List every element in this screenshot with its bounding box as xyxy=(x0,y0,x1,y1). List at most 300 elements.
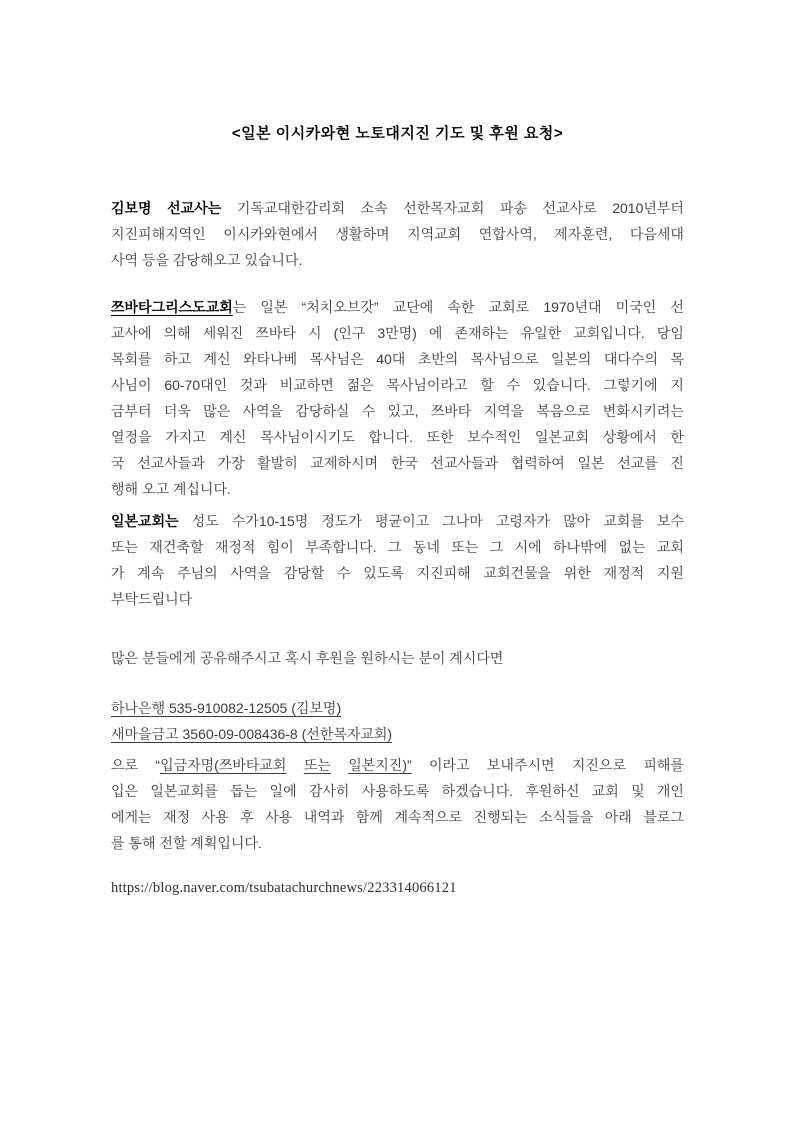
text-span: 지진피해 xyxy=(416,565,471,581)
word-token xyxy=(155,752,286,778)
text-span: 시에 xyxy=(514,539,542,555)
text-span: 진행되는 xyxy=(473,809,528,825)
text-span: 있고, xyxy=(387,403,419,419)
text-span: 는 xyxy=(232,299,247,315)
word-token xyxy=(617,450,658,476)
word-token xyxy=(165,424,206,450)
word-token xyxy=(243,398,284,424)
text-span: 세워진 xyxy=(202,325,244,341)
word-token xyxy=(554,221,612,247)
text-span: 재정적 xyxy=(214,539,256,555)
text-span: 수 xyxy=(506,377,521,393)
text-span: 정도가 xyxy=(321,513,362,529)
text-span: 에게는 xyxy=(111,809,152,825)
text-span: 시 xyxy=(307,325,322,341)
word-token xyxy=(511,450,565,476)
word-token xyxy=(192,508,219,534)
text-span: 사용 xyxy=(265,809,293,825)
text-span: 쯔바타 xyxy=(430,403,472,419)
text-span: 돕는 xyxy=(230,783,258,799)
word-token xyxy=(375,508,429,534)
word-token xyxy=(474,804,528,830)
word-token xyxy=(657,560,684,586)
word-token xyxy=(386,372,467,398)
text-span: 3만명) xyxy=(377,325,417,341)
text-span: 대다수의 xyxy=(603,351,658,367)
word-token xyxy=(394,804,462,830)
word-token xyxy=(111,398,152,424)
text-span: 그나마 xyxy=(442,513,483,529)
word-token xyxy=(257,450,298,476)
word-token xyxy=(543,195,597,221)
word-token xyxy=(535,424,589,450)
word-token xyxy=(643,804,684,830)
word-token xyxy=(467,424,521,450)
word-token xyxy=(348,752,411,778)
text-span: 의해 xyxy=(163,325,191,341)
word-token xyxy=(376,346,405,372)
text-span: 선교를 xyxy=(617,455,658,471)
text-span: 있습니다. xyxy=(532,377,591,393)
paragraphs-container xyxy=(111,195,684,856)
text-line xyxy=(111,560,684,586)
word-token xyxy=(407,221,461,247)
word-token xyxy=(454,320,508,346)
word-token xyxy=(377,320,417,346)
text-line xyxy=(111,320,684,346)
word-token xyxy=(500,195,527,221)
text-span: 와타나베 xyxy=(243,351,298,367)
word-token xyxy=(539,804,593,830)
text-span: 소속 xyxy=(360,200,388,216)
word-token xyxy=(111,804,152,830)
text-span: 많은 xyxy=(203,403,231,419)
word-token xyxy=(111,752,138,778)
word-token xyxy=(543,294,601,320)
text-span: 교회로 xyxy=(488,299,530,315)
text-span: 40대 xyxy=(376,351,406,367)
text-span: 사용하도록 xyxy=(361,783,430,799)
word-token xyxy=(430,450,498,476)
word-token xyxy=(670,450,684,476)
word-token xyxy=(111,372,152,398)
text-span: 이라고 xyxy=(428,757,470,773)
word-token xyxy=(447,294,474,320)
text-span: 선교사들과 xyxy=(137,455,205,471)
word-token xyxy=(111,560,125,586)
word-token xyxy=(304,804,345,830)
word-token xyxy=(573,320,645,346)
text-span: 합니다. xyxy=(368,429,413,445)
word-token xyxy=(164,346,191,372)
word-token xyxy=(612,195,684,221)
word-token xyxy=(363,560,404,586)
text-span: 더욱 xyxy=(163,403,191,419)
text-span: 수 xyxy=(337,565,351,581)
paragraph-share-request xyxy=(111,645,684,671)
word-token xyxy=(657,320,684,346)
text-span: 개인 xyxy=(656,783,684,799)
text-span: 목 xyxy=(670,351,684,367)
word-token xyxy=(604,560,645,586)
text-span: 일본교회를 xyxy=(150,783,218,799)
text-span: 하겠습니다. xyxy=(441,783,514,799)
text-line xyxy=(111,424,684,450)
text-span: 수 xyxy=(361,403,376,419)
text-line xyxy=(111,830,684,856)
word-token xyxy=(670,424,684,450)
text-line xyxy=(111,372,684,398)
word-token xyxy=(393,294,434,320)
text-span: 협력하여 xyxy=(510,455,565,471)
text-span: 없는 xyxy=(618,539,646,555)
blog-url-text: https://blog.naver.com/tsubatachurchnews/223314066121 xyxy=(111,880,457,896)
word-token xyxy=(111,508,179,534)
text-span: 교회 xyxy=(656,539,684,555)
word-token xyxy=(442,508,483,534)
text-span: 2010년부터 xyxy=(612,200,684,216)
text-line xyxy=(111,221,684,247)
text-span: 목사님이라고 xyxy=(386,377,468,393)
text-line xyxy=(111,346,684,372)
text-span: 미국인 xyxy=(615,299,657,315)
word-token xyxy=(657,778,684,804)
word-token xyxy=(426,424,453,450)
text-span: 목회를 xyxy=(111,351,152,367)
word-token xyxy=(551,346,592,372)
word-token xyxy=(137,450,205,476)
emphasis-text: 선교사는 xyxy=(167,200,222,216)
word-token xyxy=(111,346,152,372)
emphasis-text: 김보명 xyxy=(111,200,152,216)
text-span: 젊은 xyxy=(346,377,374,393)
word-token xyxy=(670,294,684,320)
text-span: 가지고 xyxy=(165,429,206,445)
word-token xyxy=(111,195,152,221)
word-token xyxy=(164,320,191,346)
text-span: 하나밖에 xyxy=(553,539,608,555)
text-span: 보수 xyxy=(656,513,684,529)
word-token xyxy=(356,804,383,830)
word-token xyxy=(137,560,164,586)
text-span: 생활하며 xyxy=(335,226,390,242)
paragraph-remittance-instructions xyxy=(111,752,684,856)
word-token xyxy=(240,804,254,830)
word-token xyxy=(484,398,525,424)
word-token xyxy=(657,508,684,534)
word-token xyxy=(618,534,645,560)
word-token xyxy=(564,560,591,586)
text-span: 지역교회 xyxy=(407,226,462,242)
word-token xyxy=(304,752,331,778)
word-token xyxy=(284,560,325,586)
text-span: 감당하실 xyxy=(295,403,350,419)
text-span: 계신 xyxy=(203,351,231,367)
word-token xyxy=(223,221,318,247)
word-token xyxy=(533,372,591,398)
word-token xyxy=(616,294,657,320)
text-span: 일본 xyxy=(577,455,605,471)
text-span: 당임 xyxy=(656,325,684,341)
text-span: 사역을 xyxy=(230,565,271,581)
word-token xyxy=(479,221,537,247)
word-token xyxy=(204,346,231,372)
word-token xyxy=(577,450,604,476)
word-token xyxy=(219,424,246,450)
text-line xyxy=(111,294,684,320)
text-span: 교회입니다. xyxy=(573,325,645,341)
text-span: 평균이고 xyxy=(375,513,430,529)
text-span: 또는 xyxy=(451,539,479,555)
word-token xyxy=(215,534,256,560)
word-token xyxy=(604,346,658,372)
word-token xyxy=(260,294,287,320)
text-span: 또는 xyxy=(111,539,139,555)
text-line xyxy=(111,450,684,476)
word-token xyxy=(429,320,443,346)
word-token xyxy=(525,778,579,804)
text-span: 함께 xyxy=(355,809,383,825)
word-token xyxy=(203,398,230,424)
text-span: 복음으로 xyxy=(536,403,591,419)
text-span: 보수적인 xyxy=(467,429,522,445)
text-span: 60-70대인 xyxy=(164,377,228,393)
word-token xyxy=(337,560,351,586)
text-span: 목사님으로 xyxy=(470,351,539,367)
word-token xyxy=(111,778,138,804)
word-token xyxy=(280,372,334,398)
text-span: 재건축할 xyxy=(149,539,204,555)
text-span: 선교사들과 xyxy=(430,455,499,471)
text-span: 후원하신 xyxy=(525,783,580,799)
word-token xyxy=(240,372,267,398)
word-token xyxy=(429,752,470,778)
text-line xyxy=(111,398,684,424)
text-span: 에 xyxy=(428,325,443,341)
word-token xyxy=(603,424,657,450)
word-token xyxy=(309,778,350,804)
text-span: 목사님은 xyxy=(309,351,364,367)
text-span: 할 xyxy=(480,377,494,393)
text-span: 하고 xyxy=(164,351,192,367)
text-span: 내역과 xyxy=(303,809,345,825)
text-span: 그 xyxy=(388,539,402,555)
text-span: 지진피해지역인 xyxy=(111,226,206,242)
text-line xyxy=(111,247,684,273)
text-span: 열정을 xyxy=(111,429,152,445)
text-line xyxy=(111,695,684,721)
word-token xyxy=(111,320,152,346)
text-span: 지원 xyxy=(656,565,684,581)
text-span: 연합사역, xyxy=(478,226,537,242)
text-line xyxy=(111,534,684,560)
text-span: 교제하시며 xyxy=(310,455,379,471)
paragraph-tsubata-church xyxy=(111,294,684,502)
text-span: 비교하면 xyxy=(279,377,334,393)
word-token xyxy=(243,346,297,372)
text-span: 후 xyxy=(240,809,254,825)
word-token xyxy=(230,560,271,586)
underlined-text: 하나은행 535-910082-12505 (김보명) xyxy=(111,700,342,716)
word-token xyxy=(335,221,389,247)
text-span: 가장 xyxy=(217,455,245,471)
text-span: 교회 xyxy=(591,783,619,799)
text-line xyxy=(111,586,684,612)
text-span: 이시카와현에서 xyxy=(223,226,318,242)
text-span: 보내주시면 xyxy=(486,757,555,773)
word-token xyxy=(417,560,471,586)
text-span: 파송 xyxy=(499,200,527,216)
word-token xyxy=(111,221,206,247)
text-span: 를 통해 전할 계획입니다. xyxy=(111,835,262,851)
underlined-text: 입금자명(쯔바타교회 xyxy=(160,757,287,773)
text-span: 선교사로 xyxy=(542,200,597,216)
text-line xyxy=(111,778,684,804)
text-span: 그 xyxy=(489,539,504,555)
text-span: 많아 xyxy=(563,513,591,529)
bank-accounts xyxy=(111,695,684,747)
word-token xyxy=(267,534,294,560)
word-token xyxy=(164,398,191,424)
word-token xyxy=(630,221,684,247)
word-token xyxy=(471,346,539,372)
word-token xyxy=(670,372,684,398)
text-span: 한국 xyxy=(390,455,418,471)
text-span: 기독교대한감리회 xyxy=(236,200,346,216)
word-token xyxy=(483,560,551,586)
underlined-text: 또는 xyxy=(303,757,331,773)
word-token xyxy=(604,372,658,398)
text-span: 초반의 xyxy=(417,351,459,367)
text-span: 주님의 xyxy=(177,565,218,581)
text-span: 계속 xyxy=(137,565,165,581)
word-token xyxy=(403,195,484,221)
word-token xyxy=(149,534,203,560)
text-span: 제자훈련, xyxy=(554,226,613,242)
text-span: 지진으로 xyxy=(571,757,626,773)
text-span: 및 xyxy=(631,783,645,799)
text-span: 교회건물을 xyxy=(483,565,552,581)
text-span: 으로 xyxy=(111,757,139,773)
word-token xyxy=(321,508,362,534)
word-token xyxy=(232,508,308,534)
emphasis-text: 일본교회는 xyxy=(111,513,179,529)
text-line xyxy=(111,721,684,747)
text-span: 성도 xyxy=(191,513,219,529)
word-token xyxy=(670,346,684,372)
text-span: 유일한 xyxy=(520,325,562,341)
text-span: “처치오브갓” xyxy=(301,299,379,315)
word-token xyxy=(553,534,607,560)
text-span: 그렇기에 xyxy=(603,377,658,393)
emphasis-text: 쯔바타그리스도교회 xyxy=(111,299,233,315)
text-span: 블로그 xyxy=(643,809,684,825)
word-token xyxy=(515,534,542,560)
text-span: 교사에 xyxy=(111,325,152,341)
text-line xyxy=(111,804,684,830)
word-token xyxy=(643,752,684,778)
text-span: 상황에서 xyxy=(602,429,657,445)
text-span: 사용 xyxy=(201,809,229,825)
word-token xyxy=(163,804,190,830)
text-span: 힘이 xyxy=(266,539,294,555)
text-span: 행해 오고 계십니다. xyxy=(111,481,231,497)
word-token xyxy=(507,372,521,398)
word-token xyxy=(167,195,221,221)
word-token xyxy=(310,346,364,372)
word-token xyxy=(334,320,366,346)
text-span: 부탁드립니다 xyxy=(111,591,193,607)
text-span: 사님이 xyxy=(111,377,152,393)
text-span: 가 xyxy=(111,565,125,581)
text-span: 또한 xyxy=(426,429,454,445)
word-token xyxy=(418,346,459,372)
word-token xyxy=(270,778,297,804)
word-token xyxy=(489,294,530,320)
word-token xyxy=(111,534,138,560)
word-token xyxy=(388,398,419,424)
text-span: 계신 xyxy=(219,429,247,445)
word-token xyxy=(451,534,478,560)
word-token xyxy=(368,424,412,450)
word-token xyxy=(347,372,374,398)
word-token xyxy=(487,752,555,778)
text-span: 입은 xyxy=(111,783,139,799)
text-span: 금부터 xyxy=(111,403,152,419)
word-token xyxy=(260,424,355,450)
word-token xyxy=(413,534,440,560)
word-token xyxy=(388,534,402,560)
text-span: 진 xyxy=(670,455,684,471)
text-span: 일본 xyxy=(260,299,288,315)
text-span: 재정 xyxy=(163,809,191,825)
word-token xyxy=(305,534,377,560)
word-token xyxy=(657,534,684,560)
word-token xyxy=(295,398,349,424)
text-span: 교회를 xyxy=(603,513,644,529)
text-span: 사역을 xyxy=(242,403,284,419)
text-span: 선 xyxy=(670,299,684,315)
text-span: 교단에 xyxy=(392,299,434,315)
word-token xyxy=(361,195,388,221)
word-token xyxy=(521,320,562,346)
text-span: 사역 등을 감당해오고 있습니다. xyxy=(111,252,303,268)
text-line xyxy=(111,645,684,671)
text-span: 다음세대 xyxy=(629,226,684,242)
word-token xyxy=(150,778,218,804)
text-span: 일본의 xyxy=(550,351,592,367)
text-span: 국 xyxy=(111,455,125,471)
word-token xyxy=(177,560,218,586)
text-span: 있도록 xyxy=(363,565,404,581)
word-token xyxy=(111,424,152,450)
word-token xyxy=(442,778,514,804)
word-token xyxy=(203,320,244,346)
word-token xyxy=(536,398,590,424)
text-line xyxy=(111,508,684,534)
text-span: 선한목자교회 xyxy=(403,200,485,216)
text-span: 지역을 xyxy=(483,403,525,419)
text-span: 일에 xyxy=(269,783,297,799)
text-span: 수가10-15명 xyxy=(231,513,309,529)
word-token xyxy=(603,508,644,534)
paragraph-japan-church xyxy=(111,508,684,612)
word-token xyxy=(480,372,494,398)
text-span: 쯔바타 xyxy=(255,325,296,341)
word-token xyxy=(265,804,292,830)
text-span: 고령자가 xyxy=(495,513,551,529)
word-token xyxy=(230,778,257,804)
